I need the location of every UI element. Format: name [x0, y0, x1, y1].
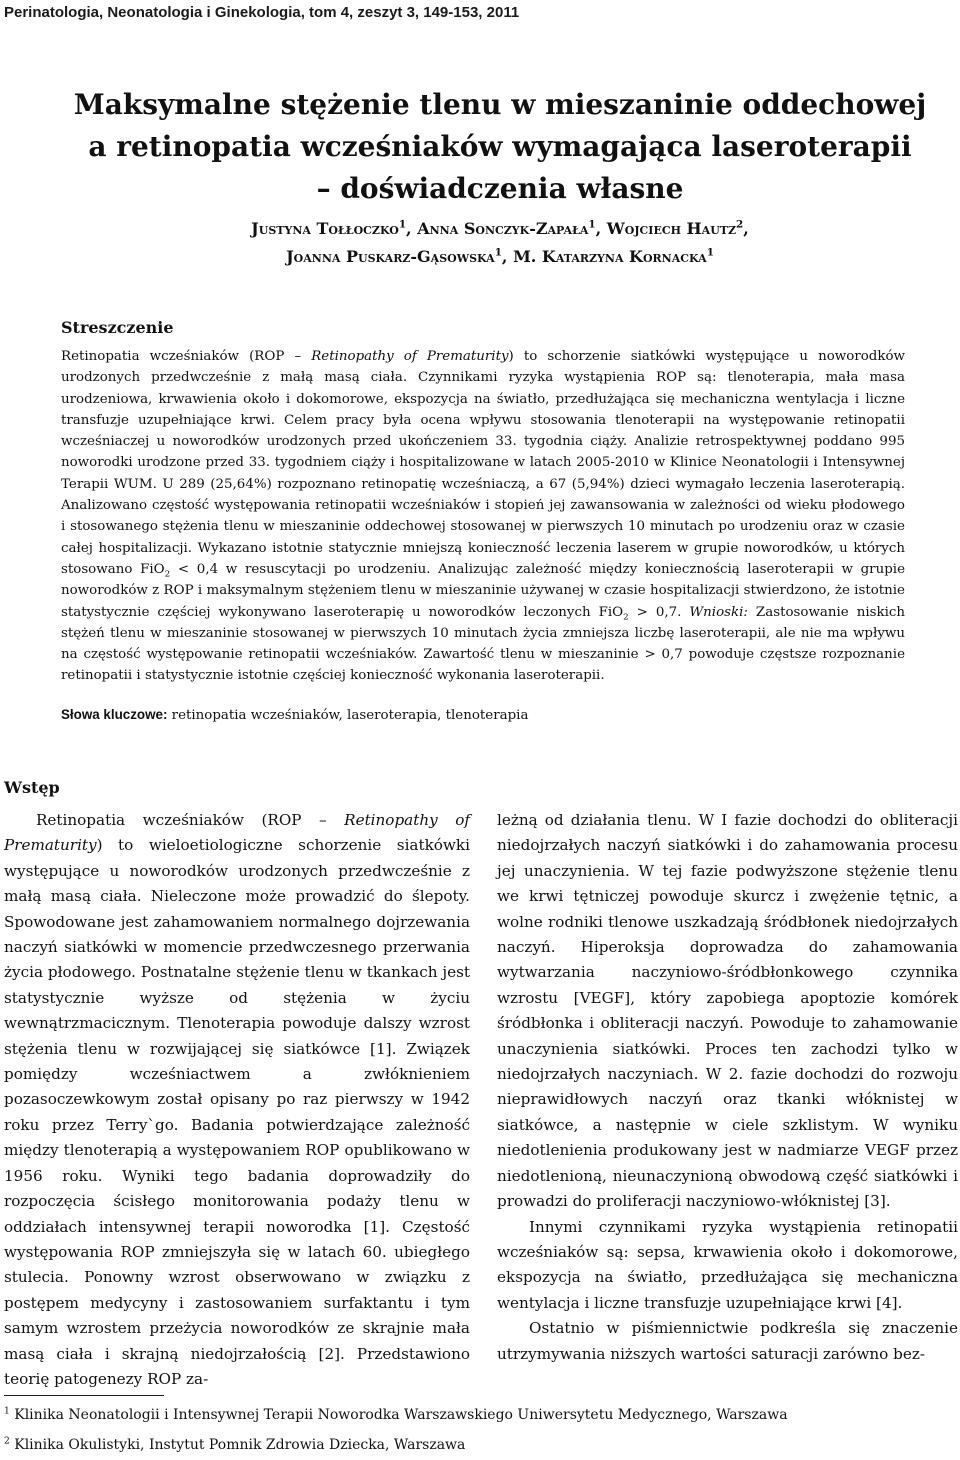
author-line-2: Joanna Puskarz-Gąsowska$^1$, M. Katarzyna Kornacka$^1$: [286, 246, 714, 266]
footnote-1: [4, 1400, 954, 1430]
footnote-rule: [4, 1395, 164, 1396]
affiliation-mark: 1: [588, 218, 596, 231]
title-line-3: – doświadczenia własne: [316, 172, 684, 205]
text-part: Retinopatia wcześniaków (ROP –: [36, 811, 345, 829]
author-line-1: Justyna Tołłoczko$^1$, Anna Sonczyk-Zapała$^1$, Wojciech Hautz$^2$,: [251, 218, 749, 238]
abstract-term: Retinopathy of Prematurity: [311, 349, 509, 364]
left-column: [4, 808, 470, 1392]
abstract-part: ) to schorzenie siatkówki występujące u noworodków urodzonych przedwcześnie z małą masą ciała. Czynnikami ryzyka wystąpienia ROP są: tlenoterapia, mała masa urodzeniowa, krwawienia około i dokomorowe, ekspozycja na światło, przedłużająca się mechaniczna wentylacja i liczne transfuzje uzupełniające krwi. Celem pracy była ocena wpływu stosowania tlenoterapii na występowanie retinopatii wcześniaczej u noworodków urodzonych przed ukończeniem 33. tygodnia ciąży. Analizie retrospektywnej poddano 995 noworodki urodzone przed 33. tygodniem ciąży i hospitalizowane w latach 2005-2010 w Klinice Neonatologii i Intensywnej Terapii WUM. U 289 (25,64%) rozpoznano retinopatię wcześniaczą, a 67 (5,94%) dzieci wymagało leczenia laseroterapią. Analizowano częstość występowania retinopatii wcześniaków i stopień jej zawansowania w zależności od wieku płodowego i stosowanego stężenia tlenu w mieszaninie oddechowej stosowanej w pierwszych 10 minutach po urodzeniu oraz w czasie całej hospitalizacji. Wykazano istotnie statycznie mniejszą konieczność leczenia laserem w grupie noworodków, u których stosowano FiO: [61, 349, 905, 577]
abstract-text: [61, 346, 905, 687]
affiliation-mark: 2: [736, 218, 744, 231]
author-name: Justyna Tołłoczko: [251, 219, 399, 238]
footnotes: [4, 1400, 954, 1460]
text-part: ) to wieloetiologiczne schorzenie siatkówki występujące u noworodków urodzonych przedwcześnie z małą masą ciała. Nieleczone może prowadzić do ślepoty. Spowodowane jest zahamowaniem normalnego dojrzewania naczyń siatkówki w momencie przedwczesnego przerwania życia płodowego. Postnatalne stężenie tlenu w tkankach jest statystycznie wyższe od stężenia w życiu wewnątrzmacicznym. Tlenoterapia powoduje dalszy wzrost stężenia tlenu w rozwijającej się siatkówce [1]. Związek pomiędzy wcześniactwem a zwłóknieniem pozasoczewkowym został opisany po raz pierwszy w 1942 roku przez Terry`go. Badania potwierdzające zależność między tlenoterapią a występowaniem ROP opublikowano w 1956 roku. Wyniki tego badania doprowadziły do rozpoczęcia ścisłego monitorowania podaży tlenu w oddziałach intensywnej terapii noworodka [1]. Częstość występowania ROP zmniejszyła się w latach 60. ubiegłego stulecia. Ponowny wzrost obserwowano w związku z postępem medycyny i zastosowaniem surfaktantu i tym samym wzrostem przeżycia noworodków ze skrajnie mała masą ciała i skrajną niedojrzałością [2]. Przedstawiono teorię patogenezy ROP za-: [4, 836, 470, 1388]
footnote-2: [4, 1430, 954, 1460]
abstract-part: Retinopatia wcześniaków (ROP –: [61, 349, 312, 364]
affiliation-mark: 1: [494, 246, 502, 259]
keywords: [61, 707, 528, 723]
keywords-label: Słowa kluczowe:: [61, 707, 168, 722]
author-list: [60, 215, 940, 271]
subscript: 2: [623, 612, 629, 623]
article-title: [60, 84, 940, 210]
keywords-text: retinopatia wcześniaków, laseroterapia, tlenoterapia: [167, 708, 529, 723]
abstract-heading: Streszczenie: [61, 318, 174, 337]
abstract-part: Zastosowanie niskich stężeń tlenu w mieszaninie stosowanej w pierwszych 10 minutach życia zmniejsza liczbę laseroterapii, ale nie ma wpływu na częstość występowanie retinopatii wcześniaków. Zawartość tlenu w mieszaninie > 0,7 powoduje częstsze rozpoznanie retinopatii i statystycznie istotnie częściej konieczność wykonania laseroterapii.: [61, 604, 906, 684]
title-line-1: Maksymalne stężenie tlenu w mieszaninie oddechowej: [73, 88, 927, 121]
footnote-number: 1: [4, 1406, 10, 1417]
author-name: M. Katarzyna Kornacka: [513, 247, 707, 266]
title-line-2: a retinopatia wcześniaków wymagająca laseroterapii: [88, 130, 912, 163]
paragraph: [4, 808, 470, 1392]
conclusions-label: Wnioski:: [689, 604, 748, 620]
abstract-part: > 0,7.: [628, 604, 690, 620]
affiliation-mark: 1: [706, 246, 714, 259]
section-heading-intro: Wstęp: [4, 778, 60, 797]
footnote-text: Klinika Okulistyki, Instytut Pomnik Zdrowia Dziecka, Warszawa: [9, 1437, 466, 1453]
term: Retinopathy of Prematurity: [4, 811, 470, 855]
right-column: [497, 808, 958, 1367]
author-name: Joanna Puskarz-Gąsowska: [286, 247, 495, 266]
footnote-number: 2: [4, 1436, 10, 1447]
footnote-text: Klinika Neonatologii i Intensywnej Terapii Noworodka Warszawskiego Uniwersytetu Medycznego, Warszawa: [9, 1407, 788, 1423]
affiliation-mark: 1: [398, 218, 407, 231]
author-name: Wojciech Hautz: [606, 219, 737, 238]
journal-header: Perinatologia, Neonatologia i Ginekologia, tom 4, zeszyt 3, 149-153, 2011: [4, 4, 520, 21]
abstract-part: < 0,4 w resuscytacji po urodzeniu. Analizując zależność między koniecznością laseroterapii w grupie noworodków z ROP i maksymalnym stężeniem tlenu w mieszaninie używanej w czasie hospitalizacji stwierdzono, że istotnie statystycznie częściej wykonywano laseroterapię u noworodków leczonych FiO: [61, 561, 905, 620]
paragraph: Ostatnio w piśmiennictwie podkreśla się znaczenie utrzymywania niższych wartości saturacji zarówno bez-: [497, 1319, 958, 1363]
author-name: Anna Sonczyk-Zapała: [417, 219, 589, 238]
paragraph: Innymi czynnikami ryzyka wystąpienia retinopatii wcześniaków są: sepsa, krwawienia około i dokomorowe, ekspozycja na światło, przedłużająca się mechaniczna wentylacja i liczne transfuzje uzupełniające krwi [4].: [497, 1217, 958, 1312]
paragraph: leżną od działania tlenu. W I fazie dochodzi do obliteracji niedojrzałych naczyń siatkówki i do zahamowania procesu jej unaczynienia. W tej fazie podwyższone stężenie tlenu we krwi tętniczej powoduje skurcz i zwężenie tętnic, a wolne rodniki tlenowe uszkadzają śródbłonek niedojrzałych naczyń. Hiperoksja doprowadza do zahamowania wytwarzania naczyniowo-śródbłonkowego czynnika wzrostu [VEGF], który zapobiega apoptozie komórek śródbłonka i obliteracji naczyń. Powoduje to zahamowanie unaczynienia siatkówki. Proces ten zachodzi tylko w niedojrzałych naczyniach. W 2. fazie dochodzi do rozwoju nieprawidłowych naczyń oraz tkanki włóknistej w siatkówce, a następnie w ciele szklistym. W wyniku niedotlenienia produkowany jest w nadmiarze VEGF przez niedotlenioną, nieunaczynioną obwodową część siatkówki i prowadzi do proliferacji naczyniowo-włóknistej [3].: [497, 811, 958, 1211]
subscript: 2: [164, 569, 171, 580]
